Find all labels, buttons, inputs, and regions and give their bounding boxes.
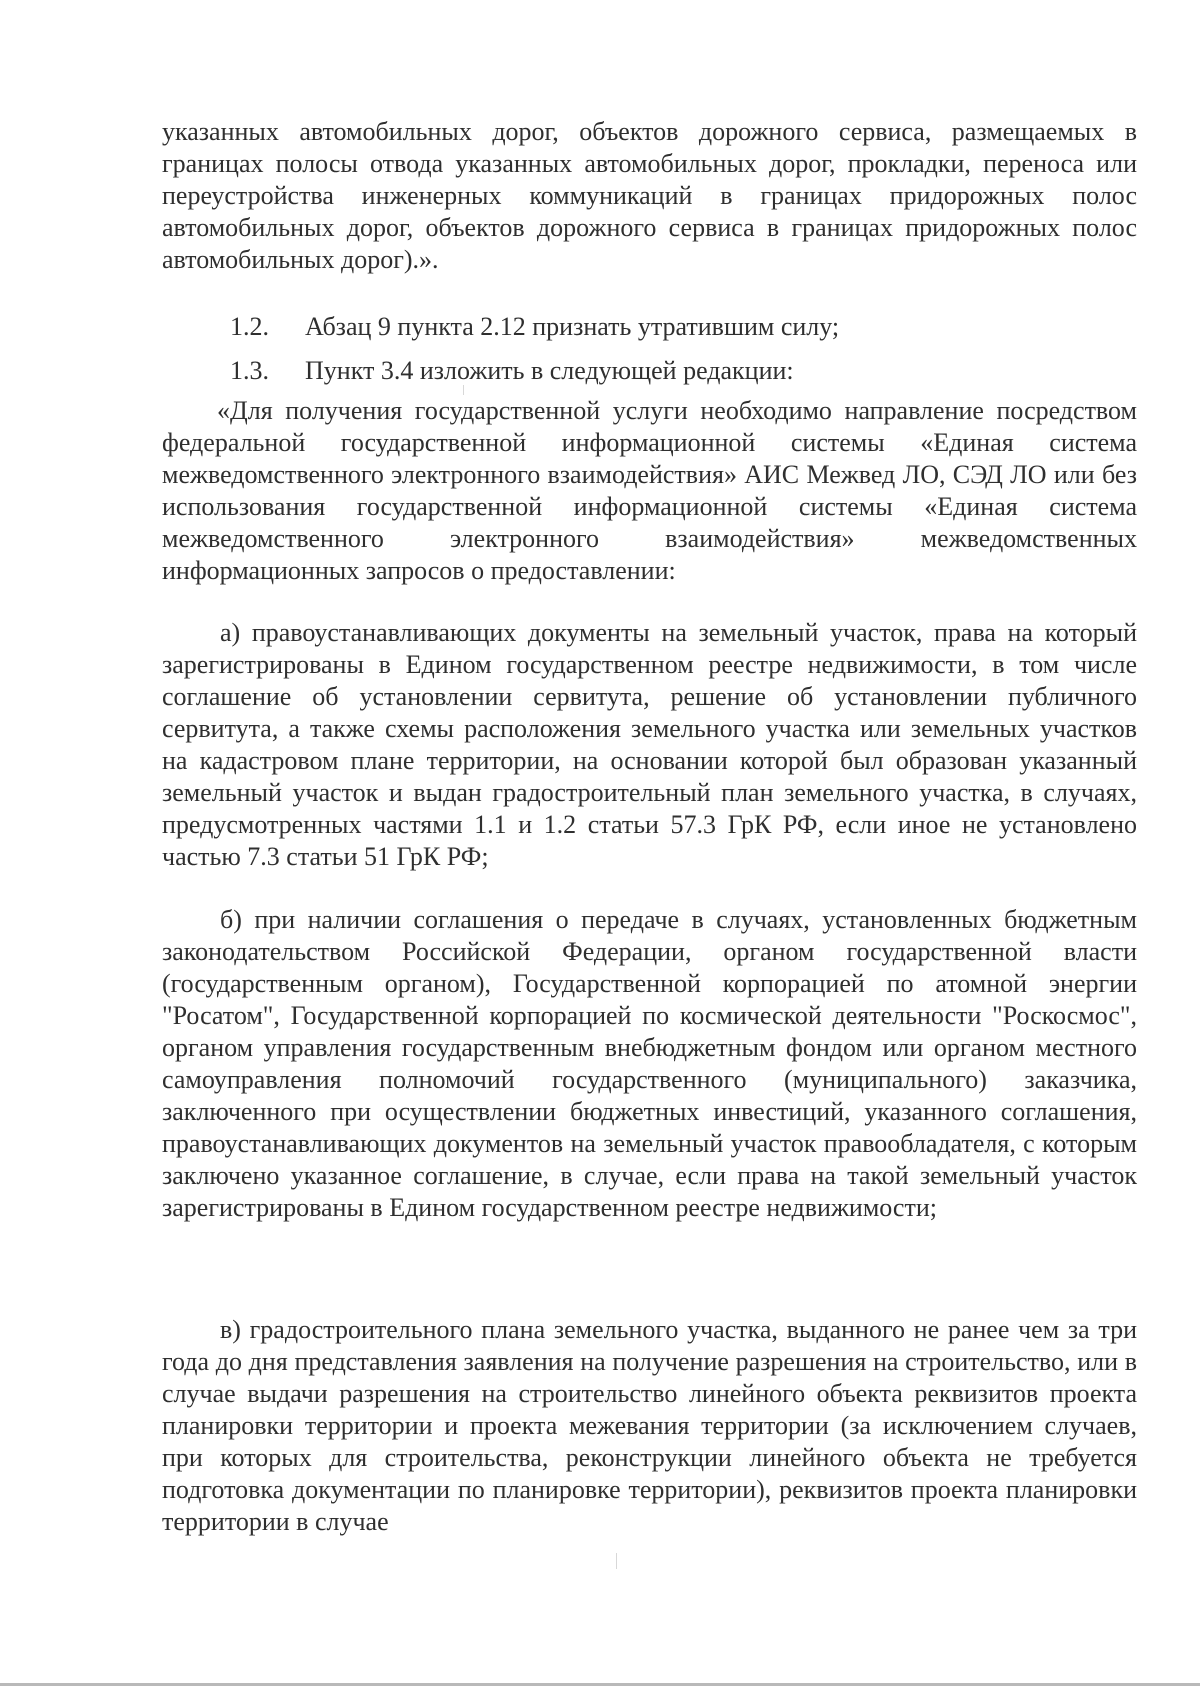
subitem-a: а) правоустанавливающих документы на земельный участок, права на который зарегистрированы в Едином государственном реестре недвижимости, в том числе соглашение об установлении сервитута, решение об установлении публичного сервитута, а также схемы расположения земельного участка или земельных участков на кадастровом плане территории, на основании которой был образован указанный земельный участок и выдан градостроительный план земельного участка, в случаях, предусмотренных частями 1.1 и 1.2 статьи 57.3 ГрК РФ, если иное не установлено частью 7.3 статьи 51 ГрК РФ;	[162, 618, 1137, 871]
page-bottom-edge	[0, 1683, 1200, 1686]
list-item-number: 1.3.	[230, 356, 269, 385]
list-item-text: Абзац 9 пункта 2.12 признать утратившим силу;	[305, 312, 840, 341]
scan-mark	[463, 385, 464, 395]
scan-mark	[616, 1553, 617, 1569]
subitem-b: б) при наличии соглашения о передаче в случаях, установленных бюджетным законодательством Российской Федерации, органом государственной власти (государственным органом), Государственной корпорацией по атомной энергии "Росатом", Государственной корпорацией по космической деятельности "Роскосмос", органом управления государственным внебюджетным фондом или органом местного самоуправления полномочий государственного (муниципального) заказчика, заключенного при осуществлении бюджетных инвестиций, указанного соглашения, правоустанавливающих документов на земельный участок правообладателя, с которым заключено указанное соглашение, в случае, если права на такой земельный участок зарегистрированы в Едином государственном реестре недвижимости;	[162, 905, 1137, 1222]
opening-paragraph: указанных автомобильных дорог, объектов дорожного сервиса, размещаемых в границах полосы отвода указанных автомобильных дорог, прокладки, переноса или переустройства инженерных коммуникаций в границах придорожных полос автомобильных дорог, объектов дорожного сервиса в границах придорожных полос автомобильных дорог).».	[162, 117, 1137, 274]
list-item-text: Пункт 3.4 изложить в следующей редакции:	[305, 356, 794, 385]
list-item-number: 1.2.	[230, 312, 269, 341]
quote-paragraph: «Для получения государственной услуги необходимо направление посредством федеральной государственной информационной системы «Единая система межведомственного электронного взаимодействия» АИС Межвед ЛО, СЭД ЛО или без использования государственной информационной системы «Единая система межведомственного электронного взаимодействия» межведомственных информационных запросов о предоставлении:	[162, 396, 1137, 585]
subitem-v: в) градостроительного плана земельного участка, выданного не ранее чем за три года до дня представления заявления на получение разрешения на строительство, или в случае выдачи разрешения на строительство линейного объекта реквизитов проекта планировки территории и проекта межевания территории (за исключением случаев, при которых для строительства, реконструкции линейного объекта не требуется подготовка документации по планировке территории), реквизитов проекта планировки территории в случае	[162, 1315, 1137, 1536]
